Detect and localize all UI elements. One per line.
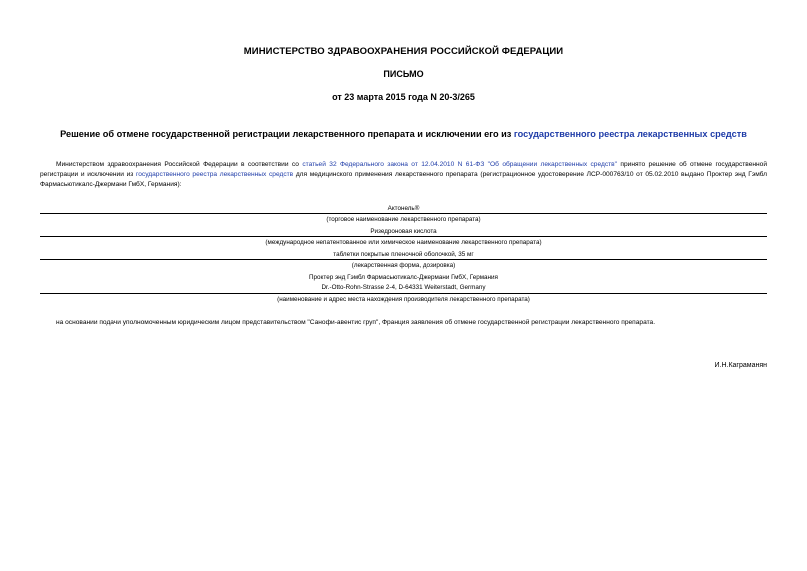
body-paragraph-2: на основании подачи уполномоченным юридическим лицом представительством "Санофи-авентис груп", Франция заявления об отмене государственной регистрации лекарственного препарата. [56, 319, 656, 326]
divider [40, 236, 767, 237]
drug-trade-name: Актонель® [387, 205, 420, 212]
p1-text-2: принято решение об отмене государственной регистрации и исключении из [40, 161, 768, 178]
document-type-heading: ПИСЬМО [383, 69, 424, 79]
divider [40, 259, 767, 260]
drug-inn: Ризедроновая кислота [370, 228, 437, 235]
manufacturer-name: Проктер энд Гэмбл Фармасьютикалс-Джермани ГмбХ, Германия [309, 274, 498, 281]
manufacturer-address: Dr.-Otto-Rohn-Strasse 2-4, D-64331 Weiterstadt, Germany [321, 284, 486, 291]
divider [40, 213, 767, 214]
ministry-heading: МИНИСТЕРСТВО ЗДРАВООХРАНЕНИЯ РОССИЙСКОЙ ФЕДЕРАЦИИ [243, 46, 564, 57]
manufacturer-caption: (наименование и адрес места нахождения производителя лекарственного препарата) [277, 296, 530, 303]
law-article-link[interactable]: статьей 32 Федерального закона от 12.04.2010 N 61-ФЗ "Об обращении лекарственных средств" [302, 161, 618, 168]
registry-link[interactable]: государственного реестра лекарственных средств [135, 171, 294, 178]
p1-text-3: для медицинского применения лекарственного препарата (регистрационное удостоверение ЛСР-000763/10 от 05.02.2010 выдано Проктер энд Гэмбл Фармасьютикалс-Джермани ГмбХ, Германия): [40, 171, 767, 188]
subject-text: Решение об отмене государственной регистрации лекарственного препарата и исключении его из [60, 129, 514, 139]
subject-registry-link[interactable]: государственного реестра лекарственных средств [513, 129, 747, 139]
p1-text-1: Министерством здравоохранения Российской Федерации в соответствии со [56, 161, 303, 168]
signature: И.Н.Каграманян [714, 362, 767, 369]
drug-form: таблетки покрытые пленочной оболочкой, 35 мг [333, 251, 474, 258]
divider [40, 293, 767, 294]
drug-trade-name-caption: (торговое наименование лекарственного препарата) [326, 216, 481, 223]
document-subject [0, 129, 807, 139]
drug-details-block [40, 200, 767, 310]
body-paragraph-1 [40, 160, 767, 190]
drug-form-caption: (лекарственная форма, дозировка) [351, 262, 456, 269]
drug-inn-caption: (международное непатентованное или химическое наименование лекарственного препарата) [265, 239, 542, 246]
document-date-number: от 23 марта 2015 года N 20-3/265 [332, 92, 475, 102]
